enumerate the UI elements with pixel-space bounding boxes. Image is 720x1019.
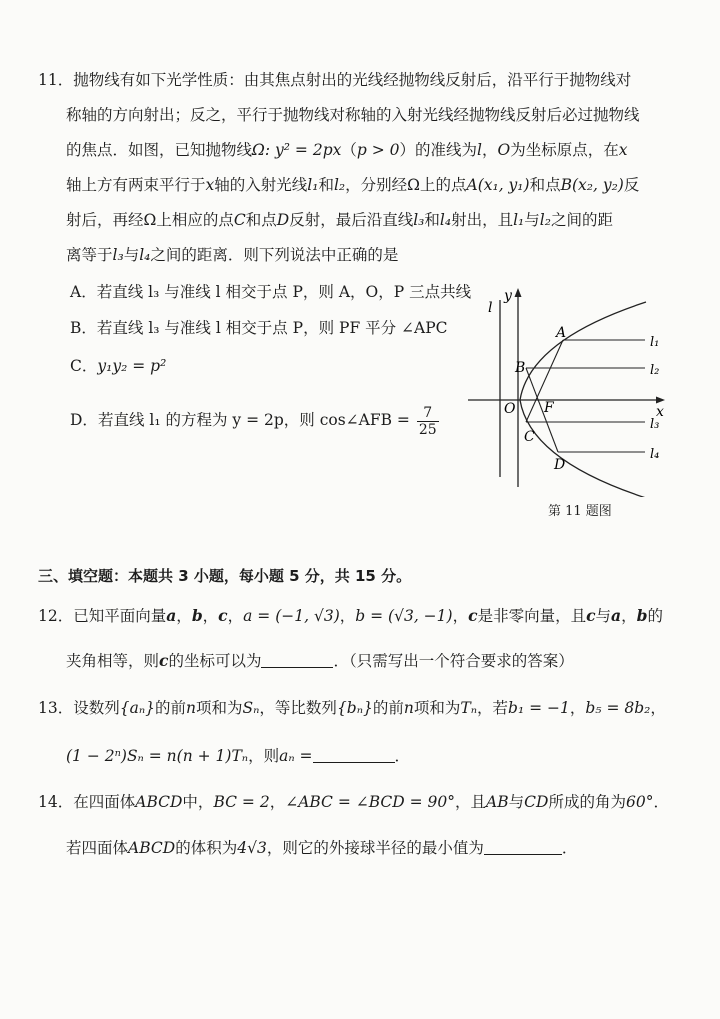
- q11-text: 和: [318, 176, 334, 194]
- label-D: D: [554, 457, 566, 473]
- q12-text: 夹角相等，则: [66, 652, 160, 670]
- comma: ，: [650, 699, 666, 717]
- section-3-title: 三、填空题：本题共 3 小题，每小题 5 分，共 15 分。: [38, 567, 412, 585]
- q14-number: 14．: [38, 793, 74, 811]
- point-D: D: [276, 211, 290, 229]
- vector-c: c: [159, 651, 169, 670]
- q13-text: ，若: [477, 699, 509, 717]
- q12-text: 的坐标可以为: [168, 652, 262, 670]
- vector-c: c: [218, 606, 228, 625]
- q13-line-2: [66, 746, 410, 766]
- point-C: C: [233, 211, 246, 229]
- line-l4: l₄: [139, 246, 151, 264]
- q13-number: 13．: [38, 699, 74, 717]
- option-label: C．: [70, 357, 98, 375]
- vector-b: b: [636, 606, 648, 625]
- label-A: A: [556, 325, 567, 341]
- comma: ，: [452, 607, 469, 625]
- fraction-denominator: 25: [418, 421, 437, 438]
- q11-text: 反: [623, 176, 640, 194]
- q11-figure: [460, 282, 670, 497]
- paren: （: [341, 141, 357, 159]
- q13-text: 的前: [155, 699, 187, 717]
- vector-a-value: a = (−1, √3): [243, 607, 340, 625]
- line-l1: l₁: [513, 211, 525, 229]
- q12-text: ．（只需写出一个符合要求的答案）: [333, 652, 574, 670]
- label-l1: l₁: [650, 335, 660, 350]
- label-l3: l₃: [650, 417, 660, 432]
- q11-number: 11．: [38, 71, 74, 89]
- q12-number: 12．: [38, 607, 74, 625]
- cos-fraction: [417, 405, 439, 438]
- comma: ，: [481, 141, 498, 159]
- q11-text: 和点: [245, 211, 277, 229]
- q11-text: 离等于: [66, 246, 113, 264]
- q12-line-1: [38, 606, 663, 626]
- q13-line-1: [38, 698, 666, 718]
- volume-value: 4√3: [237, 839, 267, 857]
- angle-value: 60°: [625, 793, 654, 811]
- q14-text: 若四面体: [66, 839, 129, 857]
- right-angles: ∠ABC = ∠BCD = 90°: [285, 793, 456, 811]
- vector-c: c: [468, 606, 478, 625]
- q11-option-D: [70, 400, 441, 440]
- line-l2: l₂: [539, 211, 551, 229]
- vector-b: b: [191, 606, 203, 625]
- sum-S: Sₙ: [242, 699, 260, 717]
- q14-answer-blank[interactable]: [484, 840, 562, 855]
- tetrahedron-name: ABCD: [128, 839, 176, 857]
- q11-text: 射出，且: [451, 211, 514, 229]
- q14-text: ，则它的外接球半径的最小值为: [266, 839, 484, 857]
- edge-AB: AB: [486, 793, 509, 811]
- vector-c: c: [586, 606, 596, 625]
- tetrahedron-name: ABCD: [135, 793, 183, 811]
- q11-option-B: [70, 318, 448, 338]
- q11-text: 的焦点．如图，已知抛物线: [66, 141, 253, 159]
- comma: ，: [227, 607, 244, 625]
- q11-text: 之间的距离．则下列说法中正确的是: [150, 246, 399, 264]
- origin-O: O: [497, 141, 511, 159]
- comma: ，: [176, 607, 192, 625]
- q11-text: 与: [524, 211, 540, 229]
- label-F: F: [544, 400, 554, 416]
- q11-text: 射后，再经Ω上相应的点: [66, 211, 234, 229]
- q11-text: 反射，最后沿直线: [289, 211, 414, 229]
- q13-text: ，则: [248, 747, 280, 765]
- q13-text: 项和为: [196, 699, 243, 717]
- q12-text: 与: [595, 607, 612, 625]
- q11-option-A: [70, 282, 471, 302]
- var-n: n: [186, 699, 196, 717]
- label-l2: l₂: [650, 363, 660, 378]
- label-O: O: [504, 401, 516, 417]
- q13-text: ．: [394, 747, 411, 765]
- edge-CD: CD: [524, 793, 549, 811]
- q11-line-5: [66, 210, 613, 230]
- x-var: x: [618, 141, 628, 159]
- q11-text: 和: [424, 211, 440, 229]
- q11-line-3: [66, 140, 627, 160]
- q11-line-2: [66, 105, 640, 125]
- q12-text: 是非零向量，且: [477, 607, 587, 625]
- q13-text: 设数列: [73, 699, 120, 717]
- option-label: A．: [70, 283, 97, 301]
- figure-caption: 第 11 题图: [548, 504, 612, 519]
- q14-line-2: [66, 838, 577, 858]
- parabola-equation: Ω: y² = 2px: [252, 141, 342, 159]
- line-l3: l₃: [413, 211, 425, 229]
- vector-a: a: [166, 606, 177, 625]
- q13-answer-blank[interactable]: [313, 748, 395, 763]
- p-condition: p > 0: [356, 141, 400, 159]
- var-n: n: [403, 699, 414, 717]
- label-C: C: [524, 429, 535, 445]
- b1-value: b₁ = −1: [508, 699, 570, 717]
- line-l1: l₁: [307, 176, 319, 194]
- q11-text: 和点: [529, 176, 561, 194]
- comma: ，: [621, 607, 637, 625]
- q11-line-4: [66, 175, 639, 195]
- q14-text: 的体积为: [175, 839, 238, 857]
- q12-text: 的: [647, 607, 663, 625]
- sequence-a: {aₙ}: [119, 699, 155, 717]
- x-axis-arrow: [656, 397, 665, 404]
- q11-text: 为坐标原点，在: [510, 141, 619, 159]
- point-A: A(x₁, y₁): [466, 176, 530, 194]
- y-axis-arrow: [515, 288, 522, 297]
- q11-line-6: [66, 245, 398, 265]
- q11-text: ，分别经Ω上的点: [345, 176, 467, 194]
- label-l: l: [488, 300, 493, 316]
- q13-text: 的前: [372, 699, 404, 717]
- label-B: B: [515, 360, 526, 376]
- fraction-numerator: 7: [417, 405, 439, 422]
- q13-equation: (1 − 2ⁿ)Sₙ = n(n + 1)Tₙ: [66, 747, 249, 765]
- sum-T: Tₙ: [460, 699, 478, 717]
- q14-text: 所成的角为: [548, 793, 626, 811]
- option-text: 若直线 l₃ 与准线 l 相交于点 P，则 A，O，P 三点共线: [96, 283, 472, 301]
- q11-text: 与: [123, 246, 140, 264]
- label-l4: l₄: [650, 447, 660, 462]
- b5-relation: b₅ = 8b₂: [585, 699, 651, 717]
- point-B: B(x₂, y₂): [560, 176, 624, 194]
- q11-text: 轴的入射光线: [214, 176, 308, 194]
- comma: ，: [339, 607, 356, 625]
- comma: ，: [269, 793, 286, 811]
- line-l4: l₄: [439, 211, 452, 229]
- x-var: x: [205, 176, 215, 194]
- q13-text: ，等比数列: [259, 699, 337, 717]
- q11-text: 之间的距: [550, 211, 613, 229]
- directrix-l: l: [477, 141, 482, 159]
- line-l3: l₃: [112, 246, 124, 264]
- q14-line-1: [38, 792, 669, 812]
- sequence-b: {bₙ}: [336, 699, 373, 717]
- label-y: y: [504, 288, 512, 304]
- option-label: B．: [70, 319, 97, 337]
- q12-line-2: [66, 651, 574, 671]
- an-expression: aₙ =: [279, 747, 313, 765]
- q12-text: 已知平面向量: [73, 607, 167, 625]
- option-text: y₁y₂ = p²: [97, 357, 167, 375]
- line-l2: l₂: [333, 176, 346, 194]
- q12-answer-blank[interactable]: [261, 653, 333, 668]
- q11-text: ）的准线为: [399, 141, 478, 159]
- vector-a: a: [611, 606, 622, 625]
- vector-b-value: b = (√3, −1): [355, 607, 453, 625]
- comma: ，: [569, 699, 586, 717]
- option-label: D．: [70, 411, 98, 429]
- q14-text: 中，: [182, 793, 214, 811]
- q14-text: ．: [561, 839, 578, 857]
- option-text: 若直线 l₃ 与准线 l 相交于点 P，则 PF 平分 ∠APC: [96, 319, 448, 337]
- option-text: 若直线 l₁ 的方程为 y = 2p，则 cos∠AFB =: [97, 411, 410, 429]
- q11-option-C: [70, 356, 166, 376]
- q14-text: ，且: [455, 793, 487, 811]
- q13-text: 项和为: [413, 699, 461, 717]
- comma: ，: [202, 607, 219, 625]
- q14-text: ．: [653, 793, 669, 811]
- q11-text: 称轴的方向射出；反之，平行于抛物线对称轴的入射光线经抛物线反射后必过抛物线: [66, 106, 640, 124]
- label-x: x: [656, 404, 664, 420]
- bc-length: BC = 2: [213, 793, 270, 811]
- q14-text: 在四面体: [73, 793, 136, 811]
- q11-line-1: [38, 70, 631, 90]
- q14-text: 与: [508, 793, 525, 811]
- q11-text: 轴上方有两束平行于: [66, 176, 206, 194]
- q11-text: 抛物线有如下光学性质：由其焦点射出的光线经抛物线反射后，沿平行于抛物线对: [73, 71, 632, 89]
